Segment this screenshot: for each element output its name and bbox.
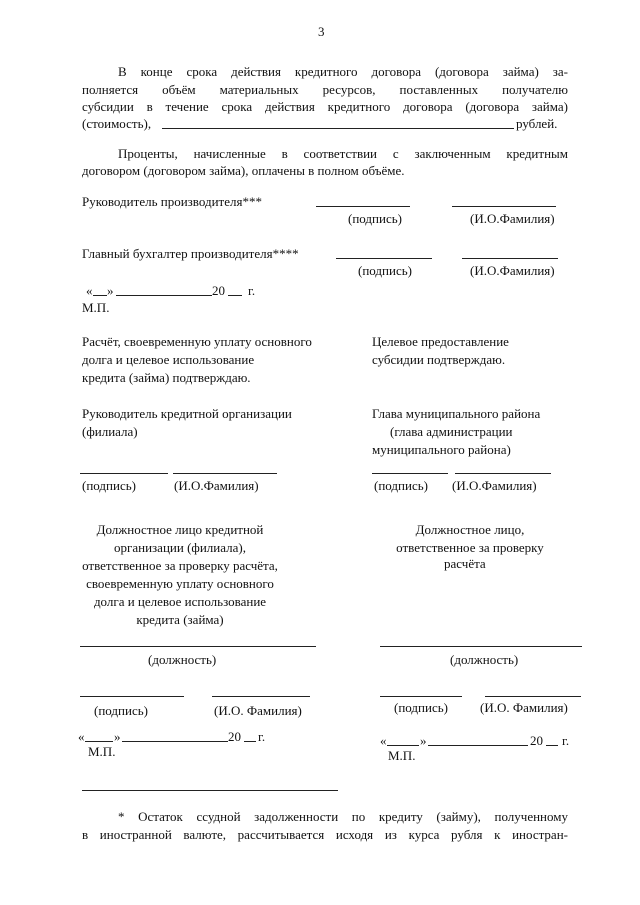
- date2-month-line: [122, 741, 228, 742]
- footnote-line2: в иностранной валюте, рассчитывается исходя из курса рубля к иностран-: [82, 827, 568, 842]
- footnote-separator: [82, 790, 338, 791]
- district-official-signature-caption: (подпись): [394, 700, 448, 715]
- date1-day-line: [93, 295, 107, 296]
- chief-accountant-label: Главный бухгалтер производителя****: [82, 246, 299, 261]
- credit-head-line2: (филиала): [82, 424, 138, 439]
- credit-official-line1: Должностное лицо кредитной: [96, 522, 264, 537]
- footnote-line1: * Остаток ссудной задолженности по кредиту (займу), полученному: [118, 809, 568, 824]
- date3-g: г.: [562, 733, 570, 748]
- para2-line1: Проценты, начисленные в соответствии с заключенным кредитным: [118, 146, 568, 161]
- date1-g: г.: [248, 283, 256, 298]
- date3-day-line: [387, 745, 419, 746]
- date3-close-quote: »: [420, 733, 427, 748]
- date3-open-quote: «: [380, 733, 387, 748]
- district-official-position-line: [380, 646, 582, 647]
- district-head-line3: муниципального района): [372, 442, 511, 457]
- right-block-line1: Целевое предоставление: [372, 334, 509, 349]
- date1-year: 20: [212, 283, 225, 298]
- credit-official-line2: организации (филиала),: [114, 540, 246, 555]
- date1-close-quote: »: [107, 283, 114, 298]
- credit-official-line5: долга и целевое использование: [93, 594, 267, 609]
- credit-official-position-caption: (должность): [148, 652, 217, 667]
- district-official-name-caption: (И.О. Фамилия): [480, 700, 568, 715]
- district-head-line2: (глава администрации: [390, 424, 513, 439]
- credit-official-line6: кредита (займа): [136, 612, 224, 627]
- district-head-name-line: [455, 473, 551, 474]
- credit-head-name-line: [173, 473, 277, 474]
- left-block-line1: Расчёт, своевременную уплату основного: [82, 334, 312, 349]
- date2-open-quote: «: [78, 729, 85, 744]
- district-head-name-caption: (И.О.Фамилия): [452, 478, 537, 493]
- credit-head-signature-line: [80, 473, 168, 474]
- district-official-position-caption: (должность): [450, 652, 519, 667]
- producer-head-name-line: [452, 206, 556, 207]
- credit-official-signature-line: [80, 696, 184, 697]
- date2-year-line: [244, 741, 256, 742]
- credit-head-name-caption: (И.О.Фамилия): [174, 478, 259, 493]
- chief-accountant-signature-caption: (подпись): [358, 263, 412, 278]
- stamp-mp-2: М.П.: [88, 744, 116, 759]
- credit-official-line3: ответственное за проверку расчёта,: [82, 558, 278, 573]
- stamp-mp-1: М.П.: [82, 300, 110, 315]
- para1-line3: субсидии в течение срока действия кредитного договора (договора займа): [82, 99, 568, 114]
- para1-line4-end: рублей.: [516, 116, 558, 131]
- date1-month-line: [116, 295, 212, 296]
- date2-g: г.: [258, 729, 266, 744]
- credit-official-name-caption: (И.О. Фамилия): [214, 703, 302, 718]
- credit-official-signature-caption: (подпись): [94, 703, 148, 718]
- left-block-line3: кредита (займа) подтверждаю.: [82, 370, 251, 385]
- cost-blank-line: [162, 128, 514, 129]
- para1-line4-start: (стоимость),: [82, 116, 152, 131]
- right-block-line2: субсидии подтверждаю.: [372, 352, 506, 367]
- producer-head-signature-line: [316, 206, 410, 207]
- date3-month-line: [428, 745, 528, 746]
- stamp-mp-3: М.П.: [388, 748, 416, 763]
- credit-head-line1: Руководитель кредитной организации: [82, 406, 292, 421]
- district-official-name-line: [485, 696, 581, 697]
- district-official-signature-line: [380, 696, 462, 697]
- left-block-line2: долга и целевое использование: [82, 352, 255, 367]
- district-official-line1: Должностное лицо,: [415, 522, 525, 537]
- credit-official-position-line: [80, 646, 316, 647]
- district-head-signature-caption: (подпись): [374, 478, 428, 493]
- para1-line1: В конце срока действия кредитного договора (договора займа) за-: [118, 64, 568, 79]
- chief-accountant-signature-line: [336, 258, 432, 259]
- date3-year: 20: [530, 733, 543, 748]
- district-official-line2: ответственное за проверку: [396, 540, 544, 555]
- page-number: 3: [318, 24, 325, 39]
- chief-accountant-name-caption: (И.О.Фамилия): [470, 263, 555, 278]
- para1-line2: полняется объём материальных ресурсов, поставленных получателю: [82, 82, 568, 97]
- producer-head-name-caption: (И.О.Фамилия): [470, 211, 555, 226]
- date2-year: 20: [228, 729, 241, 744]
- credit-official-line4: своевременную уплату основного: [86, 576, 274, 591]
- district-official-line3: расчёта: [444, 556, 486, 571]
- producer-head-signature-caption: (подпись): [348, 211, 402, 226]
- para2-line2: договором (договором займа), оплачены в полном объёме.: [82, 163, 405, 178]
- date2-close-quote: »: [114, 729, 121, 744]
- chief-accountant-name-line: [462, 258, 558, 259]
- date1-year-line: [228, 295, 242, 296]
- district-head-line1: Глава муниципального района: [372, 406, 541, 421]
- credit-head-signature-caption: (подпись): [82, 478, 136, 493]
- date2-day-line: [85, 741, 113, 742]
- credit-official-name-line: [212, 696, 310, 697]
- date3-year-line: [546, 745, 558, 746]
- district-head-signature-line: [372, 473, 448, 474]
- producer-head-label: Руководитель производителя***: [82, 194, 262, 209]
- date1-open-quote: «: [86, 283, 93, 298]
